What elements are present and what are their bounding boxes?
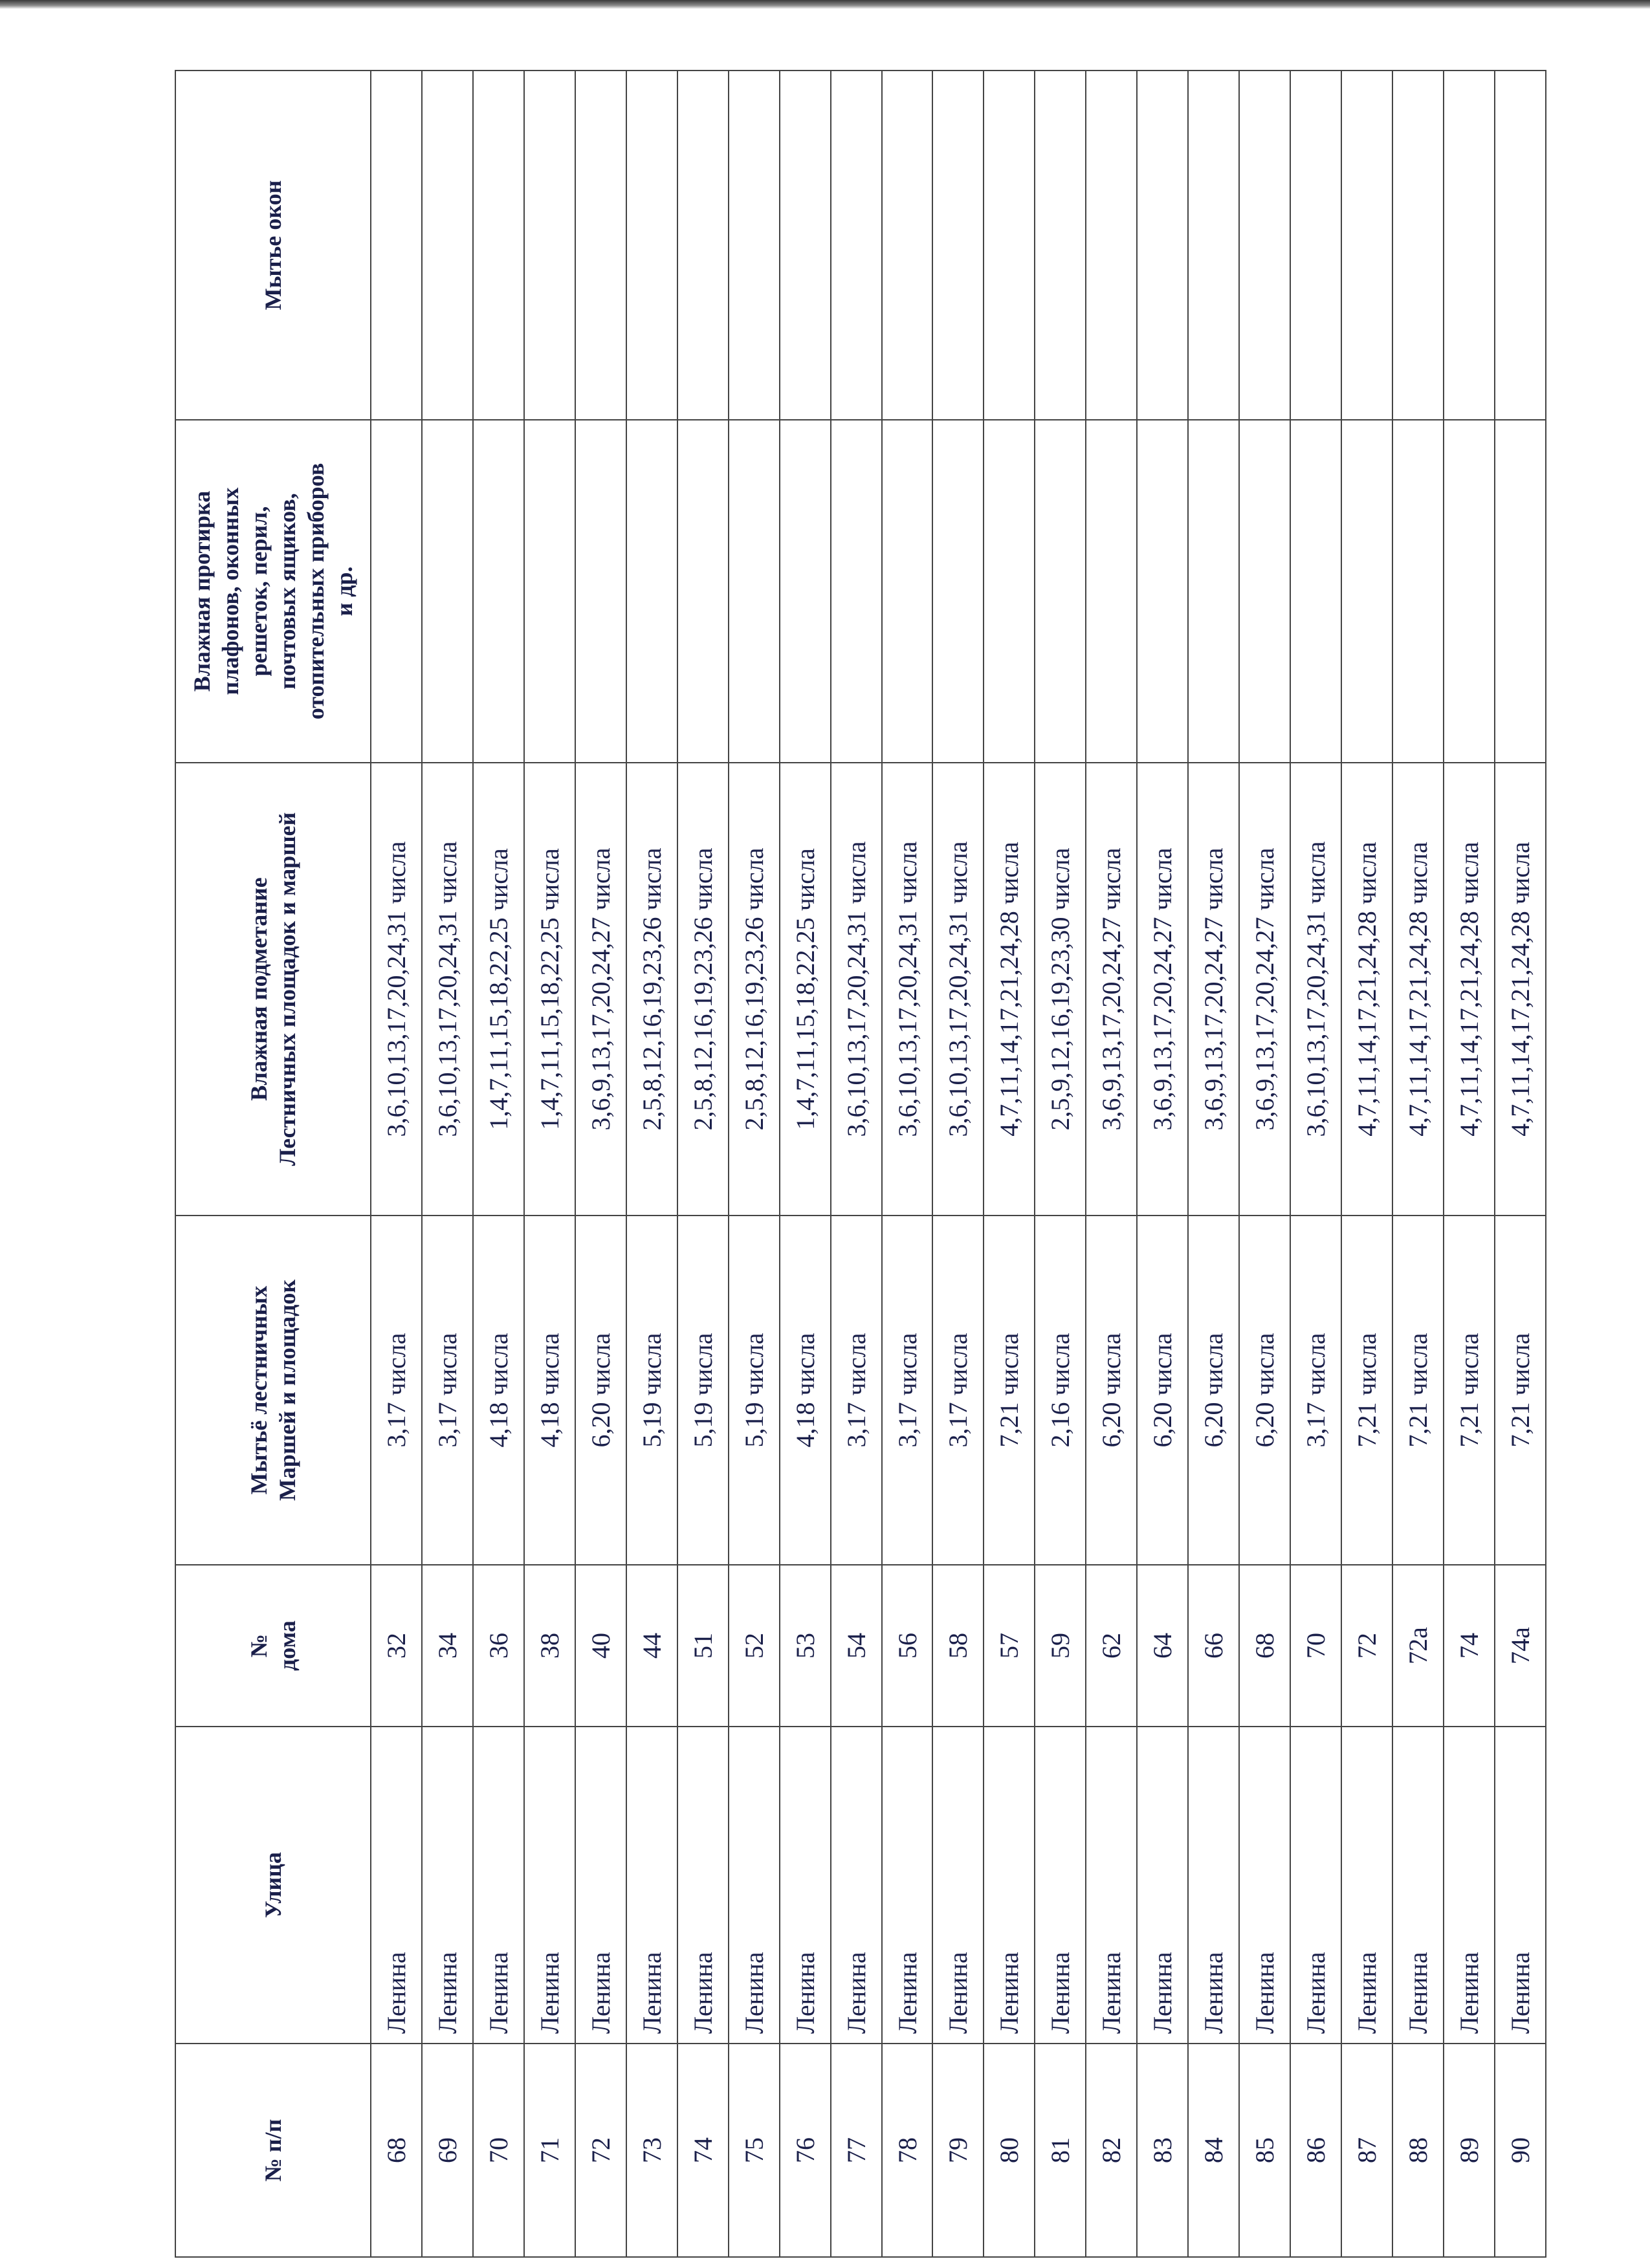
cell-stair-washing: 7,21 числа <box>1444 1216 1495 1565</box>
header-window-washing: Мытье окон <box>175 71 371 420</box>
cell-wet-wiping <box>1137 420 1188 763</box>
cell-wet-wiping <box>1495 420 1546 763</box>
header-wiping-line: плафонов, оконных <box>217 487 243 695</box>
cell-house-number: 74а <box>1495 1565 1546 1727</box>
cell-stair-washing: 7,21 числа <box>1392 1216 1444 1565</box>
cell-street: Ленина <box>1188 1727 1239 2044</box>
cell-window-washing <box>1086 71 1137 420</box>
header-stair-washing <box>175 1216 371 1565</box>
cell-wet-sweeping: 3,6,10,13,17,20,24,31 числа <box>831 763 882 1216</box>
cell-house-number: 56 <box>882 1565 933 1727</box>
cell-wet-sweeping: 2,5,9,12,16,19,23,30 числа <box>1035 763 1086 1216</box>
cell-street: Ленина <box>626 1727 677 2044</box>
cell-house-number: 44 <box>626 1565 677 1727</box>
cell-wet-wiping <box>932 420 984 763</box>
cell-row-number: 71 <box>524 2044 575 2257</box>
header-sweeping-line: Лестничных площадок и маршей <box>274 812 300 1166</box>
cell-wet-wiping <box>1392 420 1444 763</box>
cell-stair-washing: 6,20 числа <box>1239 1216 1290 1565</box>
cell-wet-sweeping: 3,6,9,13,17,20,24,27 числа <box>1086 763 1137 1216</box>
cell-stair-washing: 4,18 числа <box>780 1216 831 1565</box>
cell-row-number: 86 <box>1290 2044 1341 2257</box>
cell-wet-wiping <box>1035 420 1086 763</box>
cell-row-number: 82 <box>1086 2044 1137 2257</box>
cell-wet-sweeping: 4,7,11,14,17,21,24,28 числа <box>1392 763 1444 1216</box>
cell-row-number: 68 <box>371 2044 422 2257</box>
table-row <box>882 71 933 2257</box>
header-wiping-line: отопительных приборов <box>303 463 329 720</box>
header-sweeping-line: Влажная подметание <box>246 877 272 1101</box>
cell-house-number: 52 <box>729 1565 780 1727</box>
cell-row-number: 80 <box>984 2044 1035 2257</box>
cell-window-washing <box>831 71 882 420</box>
cell-house-number: 36 <box>473 1565 524 1727</box>
header-row <box>175 71 371 2257</box>
header-house-line: № <box>246 1633 272 1658</box>
cell-stair-washing: 7,21 числа <box>1341 1216 1392 1565</box>
cell-house-number: 70 <box>1290 1565 1341 1727</box>
cell-house-number: 64 <box>1137 1565 1188 1727</box>
cell-house-number: 53 <box>780 1565 831 1727</box>
cell-stair-washing: 6,20 числа <box>1188 1216 1239 1565</box>
cell-row-number: 75 <box>729 2044 780 2257</box>
table-row <box>1035 71 1086 2257</box>
cell-row-number: 84 <box>1188 2044 1239 2257</box>
table-row <box>1290 71 1341 2257</box>
cell-row-number: 76 <box>780 2044 831 2257</box>
cell-street: Ленина <box>1035 1727 1086 2044</box>
cell-street: Ленина <box>1239 1727 1290 2044</box>
cell-street: Ленина <box>831 1727 882 2044</box>
cell-wet-wiping <box>882 420 933 763</box>
table-row <box>831 71 882 2257</box>
cell-wet-sweeping: 3,6,9,13,17,20,24,27 числа <box>1137 763 1188 1216</box>
cell-wet-sweeping: 3,6,10,13,17,20,24,31 числа <box>422 763 473 1216</box>
table-row <box>729 71 780 2257</box>
header-wiping-line: и др. <box>331 566 357 616</box>
cell-stair-washing: 3,17 числа <box>882 1216 933 1565</box>
cell-wet-sweeping: 3,6,9,13,17,20,24,27 числа <box>575 763 626 1216</box>
cell-wet-wiping <box>422 420 473 763</box>
cell-wet-sweeping: 1,4,7,11,15,18,22,25 числа <box>473 763 524 1216</box>
table-row <box>1495 71 1546 2257</box>
cell-wet-wiping <box>1290 420 1341 763</box>
cell-stair-washing: 5,19 числа <box>677 1216 729 1565</box>
table-row <box>1188 71 1239 2257</box>
cell-window-washing <box>1239 71 1290 420</box>
cell-window-washing <box>1188 71 1239 420</box>
cell-stair-washing: 3,17 числа <box>932 1216 984 1565</box>
cell-stair-washing: 4,18 числа <box>473 1216 524 1565</box>
cell-window-washing <box>1444 71 1495 420</box>
cell-window-washing <box>1392 71 1444 420</box>
cell-street: Ленина <box>1290 1727 1341 2044</box>
cell-house-number: 57 <box>984 1565 1035 1727</box>
cell-street: Ленина <box>677 1727 729 2044</box>
cell-street: Ленина <box>473 1727 524 2044</box>
cell-wet-sweeping: 3,6,10,13,17,20,24,31 числа <box>932 763 984 1216</box>
cell-window-washing <box>371 71 422 420</box>
cell-wet-sweeping: 3,6,10,13,17,20,24,31 числа <box>371 763 422 1216</box>
header-washing-line: Мытьё лестничных <box>246 1285 272 1495</box>
scan-top-edge <box>0 0 1650 9</box>
table-row <box>984 71 1035 2257</box>
cell-wet-sweeping: 4,7,11,14,17,21,24,28 числа <box>1341 763 1392 1216</box>
cell-window-washing <box>524 71 575 420</box>
cell-stair-washing: 2,16 числа <box>1035 1216 1086 1565</box>
cell-wet-wiping <box>729 420 780 763</box>
cell-house-number: 38 <box>524 1565 575 1727</box>
cell-row-number: 69 <box>422 2044 473 2257</box>
table-row <box>1086 71 1137 2257</box>
table-row <box>371 71 422 2257</box>
header-wet-wiping <box>175 420 371 763</box>
cell-street: Ленина <box>1086 1727 1137 2044</box>
cell-stair-washing: 3,17 числа <box>422 1216 473 1565</box>
header-wet-sweeping <box>175 763 371 1216</box>
cell-street: Ленина <box>371 1727 422 2044</box>
cell-house-number: 59 <box>1035 1565 1086 1727</box>
cell-wet-sweeping: 1,4,7,11,15,18,22,25 числа <box>524 763 575 1216</box>
cell-window-washing <box>677 71 729 420</box>
cell-street: Ленина <box>422 1727 473 2044</box>
cell-wet-sweeping: 3,6,9,13,17,20,24,27 числа <box>1239 763 1290 1216</box>
cell-row-number: 87 <box>1341 2044 1392 2257</box>
cell-stair-washing: 6,20 числа <box>575 1216 626 1565</box>
header-street: Улица <box>175 1727 371 2044</box>
cell-wet-sweeping: 2,5,8,12,16,19,23,26 числа <box>626 763 677 1216</box>
cell-window-washing <box>575 71 626 420</box>
cell-wet-wiping <box>626 420 677 763</box>
cell-wet-sweeping: 4,7,11,14,17,21,24,28 числа <box>1444 763 1495 1216</box>
cell-row-number: 78 <box>882 2044 933 2257</box>
cell-window-washing <box>1341 71 1392 420</box>
cell-wet-wiping <box>1086 420 1137 763</box>
cell-row-number: 79 <box>932 2044 984 2257</box>
cell-row-number: 88 <box>1392 2044 1444 2257</box>
cell-window-washing <box>1137 71 1188 420</box>
cell-window-washing <box>729 71 780 420</box>
rotated-page <box>175 71 1546 2258</box>
cell-wet-wiping <box>831 420 882 763</box>
cell-wet-sweeping: 4,7,11,14,17,21,24,28 числа <box>1495 763 1546 1216</box>
table-row <box>524 71 575 2257</box>
header-row-number: № п/п <box>175 2044 371 2257</box>
cell-row-number: 73 <box>626 2044 677 2257</box>
cell-row-number: 74 <box>677 2044 729 2257</box>
cell-wet-wiping <box>677 420 729 763</box>
cell-window-washing <box>932 71 984 420</box>
cell-window-washing <box>422 71 473 420</box>
cell-wet-wiping <box>1341 420 1392 763</box>
table-header <box>175 71 371 2257</box>
cell-street: Ленина <box>729 1727 780 2044</box>
header-wiping-line: почтовых ящиков, <box>274 493 300 690</box>
cell-row-number: 89 <box>1444 2044 1495 2257</box>
cell-row-number: 70 <box>473 2044 524 2257</box>
cell-stair-washing: 6,20 числа <box>1086 1216 1137 1565</box>
cell-stair-washing: 7,21 числа <box>1495 1216 1546 1565</box>
cell-house-number: 34 <box>422 1565 473 1727</box>
header-house-line: дома <box>274 1620 300 1671</box>
cell-wet-wiping <box>1444 420 1495 763</box>
cell-house-number: 72а <box>1392 1565 1444 1727</box>
cell-wet-sweeping: 3,6,9,13,17,20,24,27 числа <box>1188 763 1239 1216</box>
cell-house-number: 74 <box>1444 1565 1495 1727</box>
table-row <box>1444 71 1495 2257</box>
cell-stair-washing: 3,17 числа <box>371 1216 422 1565</box>
cell-wet-wiping <box>575 420 626 763</box>
cell-row-number: 85 <box>1239 2044 1290 2257</box>
header-wiping-line: решеток, перил, <box>246 506 272 677</box>
cell-stair-washing: 5,19 числа <box>729 1216 780 1565</box>
header-washing-line: Маршей и площадок <box>274 1279 300 1501</box>
cell-stair-washing: 3,17 числа <box>831 1216 882 1565</box>
cell-row-number: 90 <box>1495 2044 1546 2257</box>
cell-stair-washing: 7,21 числа <box>984 1216 1035 1565</box>
cell-street: Ленина <box>1341 1727 1392 2044</box>
cell-window-washing <box>984 71 1035 420</box>
cell-wet-wiping <box>473 420 524 763</box>
cell-house-number: 51 <box>677 1565 729 1727</box>
cell-house-number: 40 <box>575 1565 626 1727</box>
cell-wet-sweeping: 4,7,11,14,17,21,24,28 числа <box>984 763 1035 1216</box>
header-house-number <box>175 1565 371 1727</box>
cell-wet-sweeping: 2,5,8,12,16,19,23,26 числа <box>677 763 729 1216</box>
table-row <box>422 71 473 2257</box>
cell-street: Ленина <box>780 1727 831 2044</box>
cell-street: Ленина <box>575 1727 626 2044</box>
cell-wet-sweeping: 3,6,10,13,17,20,24,31 числа <box>882 763 933 1216</box>
cell-street: Ленина <box>1495 1727 1546 2044</box>
cell-street: Ленина <box>1137 1727 1188 2044</box>
table-row <box>677 71 729 2257</box>
cell-street: Ленина <box>984 1727 1035 2044</box>
cell-wet-wiping <box>524 420 575 763</box>
table-row <box>932 71 984 2257</box>
cell-wet-sweeping: 1,4,7,11,15,18,22,25 числа <box>780 763 831 1216</box>
table-body <box>371 71 1546 2257</box>
cell-wet-sweeping: 2,5,8,12,16,19,23,26 числа <box>729 763 780 1216</box>
cell-wet-wiping <box>984 420 1035 763</box>
table-row <box>1239 71 1290 2257</box>
cell-row-number: 83 <box>1137 2044 1188 2257</box>
cell-stair-washing: 3,17 числа <box>1290 1216 1341 1565</box>
cell-wet-wiping <box>780 420 831 763</box>
table-row <box>1392 71 1444 2257</box>
cell-wet-wiping <box>1188 420 1239 763</box>
cell-street: Ленина <box>932 1727 984 2044</box>
cell-window-washing <box>1035 71 1086 420</box>
cell-window-washing <box>1495 71 1546 420</box>
cell-house-number: 72 <box>1341 1565 1392 1727</box>
cell-house-number: 58 <box>932 1565 984 1727</box>
cell-house-number: 54 <box>831 1565 882 1727</box>
cell-house-number: 62 <box>1086 1565 1137 1727</box>
cell-window-washing <box>473 71 524 420</box>
cell-house-number: 32 <box>371 1565 422 1727</box>
table-row <box>473 71 524 2257</box>
header-wiping-line: Влажная протирка <box>189 490 215 692</box>
table-row <box>1137 71 1188 2257</box>
cell-window-washing <box>882 71 933 420</box>
table-row <box>780 71 831 2257</box>
cell-window-washing <box>626 71 677 420</box>
cell-street: Ленина <box>882 1727 933 2044</box>
cell-wet-wiping <box>1239 420 1290 763</box>
cell-house-number: 66 <box>1188 1565 1239 1727</box>
cell-street: Ленина <box>1392 1727 1444 2044</box>
cell-stair-washing: 6,20 числа <box>1137 1216 1188 1565</box>
cell-window-washing <box>780 71 831 420</box>
cell-house-number: 68 <box>1239 1565 1290 1727</box>
cell-row-number: 77 <box>831 2044 882 2257</box>
cell-wet-wiping <box>371 420 422 763</box>
cell-row-number: 72 <box>575 2044 626 2257</box>
cell-row-number: 81 <box>1035 2044 1086 2257</box>
cell-street: Ленина <box>524 1727 575 2044</box>
cleaning-schedule-table <box>175 70 1546 2258</box>
table-row <box>1341 71 1392 2257</box>
table-row <box>626 71 677 2257</box>
cell-window-washing <box>1290 71 1341 420</box>
table-row <box>575 71 626 2257</box>
cell-stair-washing: 4,18 числа <box>524 1216 575 1565</box>
cell-street: Ленина <box>1444 1727 1495 2044</box>
cell-wet-sweeping: 3,6,10,13,17,20,24,31 числа <box>1290 763 1341 1216</box>
cell-stair-washing: 5,19 числа <box>626 1216 677 1565</box>
